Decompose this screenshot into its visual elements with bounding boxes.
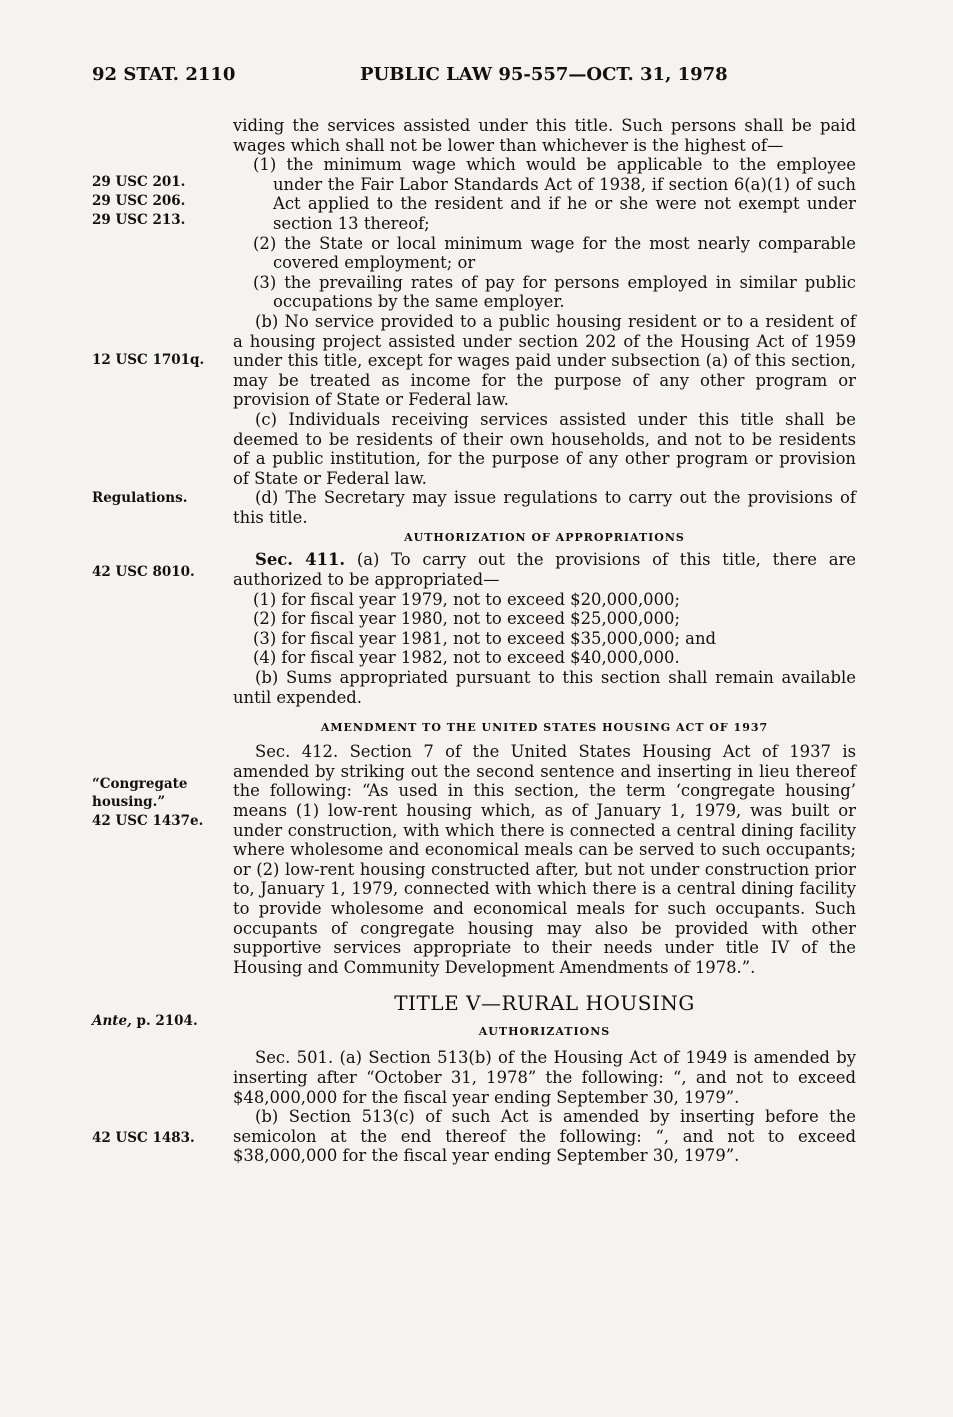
paragraph: Sec. 412. Section 7 of the United States Housing Act of 1937 is amended by striking out the second sentence and inserting in lieu thereof the following: “As used in this section, the term ‘congregate housing’ means (1) low-rent housing which, as of January 1, 1979, was built or under construction, with which there is connected a central dining facility where wholesome and economical meals can be served to such occupants; or (2) low-rent housing constructed after, but not under construction prior to, January 1, 1979, connected with which there is a central dining facility to provide wholesome and economical meals for such occupants. Such occupants of congregate housing may also be provided with other supportive services appropriate to their needs under title IV of the Housing and Community Development Amendments of 1978.”.	[233, 742, 856, 977]
margin-note: 12 USC 1701q.	[92, 352, 205, 368]
section-label: Sec. 411.	[255, 550, 346, 570]
paragraph: (c) Individuals receiving services assisted under this title shall be deemed to be residents of their own households, and not to be residents of a public institution, for the purpose of any other program or provision of State or Federal law.	[233, 409, 856, 488]
margin-note: Regulations.	[92, 490, 188, 506]
margin-note: 42 USC 1437e.	[92, 813, 204, 829]
margin-note	[92, 1013, 198, 1030]
section-heading: AUTHORIZATIONS	[478, 1025, 611, 1039]
paragraph: (b) Section 513(c) of such Act is amended by inserting before the semicolon at the end thereof the following: “, and not to exceed $38,000,000 for the fiscal year ending September 30, 1979”.	[233, 1107, 856, 1166]
margin-note: “Congregate	[92, 776, 188, 792]
margin-note: 42 USC 1483.	[92, 1130, 195, 1146]
title-heading: TITLE V—RURAL HOUSING	[394, 991, 695, 1016]
paragraph: (d) The Secretary may issue regulations to carry out the provisions of this title.	[233, 488, 856, 527]
margin-note: 29 USC 206.	[92, 193, 186, 209]
law-title: PUBLIC LAW 95-557—OCT. 31, 1978	[360, 64, 728, 85]
margin-note: housing.”	[92, 794, 166, 810]
margin-note-italic: Ante,	[92, 1013, 132, 1029]
margin-note: 29 USC 201.	[92, 174, 186, 190]
margin-note: 42 USC 8010.	[92, 564, 195, 580]
section-heading: AMENDMENT TO THE UNITED STATES HOUSING ACT OF 1937	[320, 721, 769, 735]
paragraph: (b) No service provided to a public housing resident or to a resident of a housing project assisted under section 202 of the Housing Act of 1959 under this title, except for wages paid under subsection (a) of this section, may be treated as income for the purpose of any other program or provision of State or Federal law.	[233, 311, 856, 410]
margin-note-page: p. 2104.	[131, 1013, 198, 1029]
paragraph: viding the services assisted under this title. Such persons shall be paid wages which shall not be lower than whichever is the highest of—	[233, 116, 856, 155]
paragraph: (b) Sums appropriated pursuant to this section shall remain available until expended.	[233, 668, 856, 707]
list-item: (3) the prevailing rates of pay for persons employed in similar public occupations by the same employer.	[253, 272, 856, 312]
list-item: (2) for fiscal year 1980, not to exceed $25,000,000;	[253, 609, 680, 629]
paragraph	[233, 550, 856, 589]
main-text-column	[233, 116, 856, 1166]
list-item: (4) for fiscal year 1982, not to exceed $40,000,000.	[253, 648, 680, 668]
section-text: (a) To carry out the provisions of this title, there are authorized to be appropriated—	[233, 550, 856, 590]
list-item: (2) the State or local minimum wage for the most nearly comparable covered employment; or	[253, 233, 856, 273]
list-item: (3) for fiscal year 1981, not to exceed $35,000,000; and	[253, 628, 717, 648]
list-item: (1) the minimum wage which would be applicable to the employee under the Fair Labor Standards Act of 1938, if section 6(a)(1) of such Act applied to the resident and if he or she were not exempt under section 13 thereof;	[253, 155, 856, 233]
page-header	[92, 64, 893, 86]
list-item: (1) for fiscal year 1979, not to exceed $20,000,000;	[253, 589, 680, 609]
margin-note: 29 USC 213.	[92, 212, 186, 228]
paragraph: Sec. 501. (a) Section 513(b) of the Housing Act of 1949 is amended by inserting after “October 31, 1978” the following: “, and not to exceed $48,000,000 for the fiscal year ending September 30, 1979”.	[233, 1048, 856, 1107]
section-heading: AUTHORIZATION OF APPROPRIATIONS	[404, 531, 685, 545]
stat-page-number: 92 STAT. 2110	[92, 64, 236, 85]
